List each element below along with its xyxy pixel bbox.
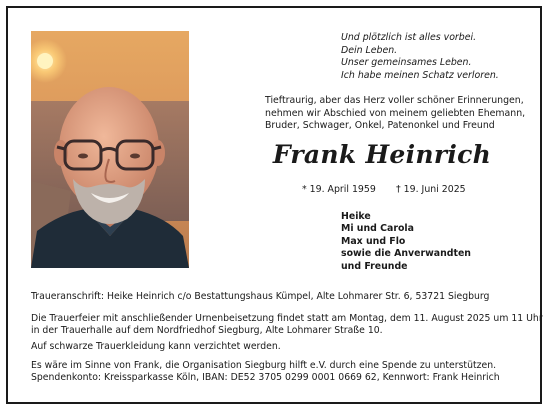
deceased-name: Frank Heinrich [272,140,492,169]
mourner: Heike [341,211,371,222]
poem-line: Dein Leben. [341,44,398,56]
address-line: Traueranschrift: Heike Heinrich c/o Bestattungshaus Kümpel, Alte Lohmarer Str. 6, 53721 Siegburg [31,291,490,302]
mourner: und Freunde [341,260,408,272]
intro-text [265,95,525,133]
donation-info [31,360,500,384]
mourner: Max und Flo [341,235,406,247]
mourner: Mi und Carola [341,223,414,235]
intro-line: Bruder, Schwager, Onkel, Patenonkel und Freund [265,120,495,132]
donation-line: Spendenkonto: Kreissparkasse Köln, IBAN: DE52 3705 0299 0001 0669 62, Kennwort: Frank Heinrich [31,372,500,384]
mourners-list [341,211,471,273]
poem-line: Unser gemeinsames Leben. [341,57,472,69]
intro-line: nehmen wir Abschied von meinem geliebten Ehemann, [265,107,526,119]
intro-line: Tieftraurig, aber das Herz voller schöner Erinnerungen, [265,95,524,106]
death-date: † 19. Juni 2025 [396,184,466,195]
ceremony-line: Die Trauerfeier mit anschließender Urnenbeisetzung findet statt am Montag, dem 11. August 2025 um 11 Uhr [31,313,543,324]
poem-line: Und plötzlich ist alles vorbei. [341,32,477,43]
donation-line: Es wäre im Sinne von Frank, die Organisation Siegburg hilft e.V. durch eine Spende zu unterstützen. [31,360,497,371]
poem [341,32,499,82]
ceremony-line: in der Trauerhalle auf dem Nordfriedhof Siegburg, Alte Lohmarer Straße 10. [31,325,383,337]
mourning-address [31,291,489,303]
dress-code [31,341,281,353]
ceremony-info [31,313,543,337]
poem-line: Ich habe meinen Schatz verloren. [341,69,499,81]
dress-line: Auf schwarze Trauerkleidung kann verzichtet werden. [31,341,281,352]
mourner: sowie die Anverwandten [341,248,471,260]
portrait-photo [31,31,189,268]
birth-date: * 19. April 1959 [302,184,376,195]
